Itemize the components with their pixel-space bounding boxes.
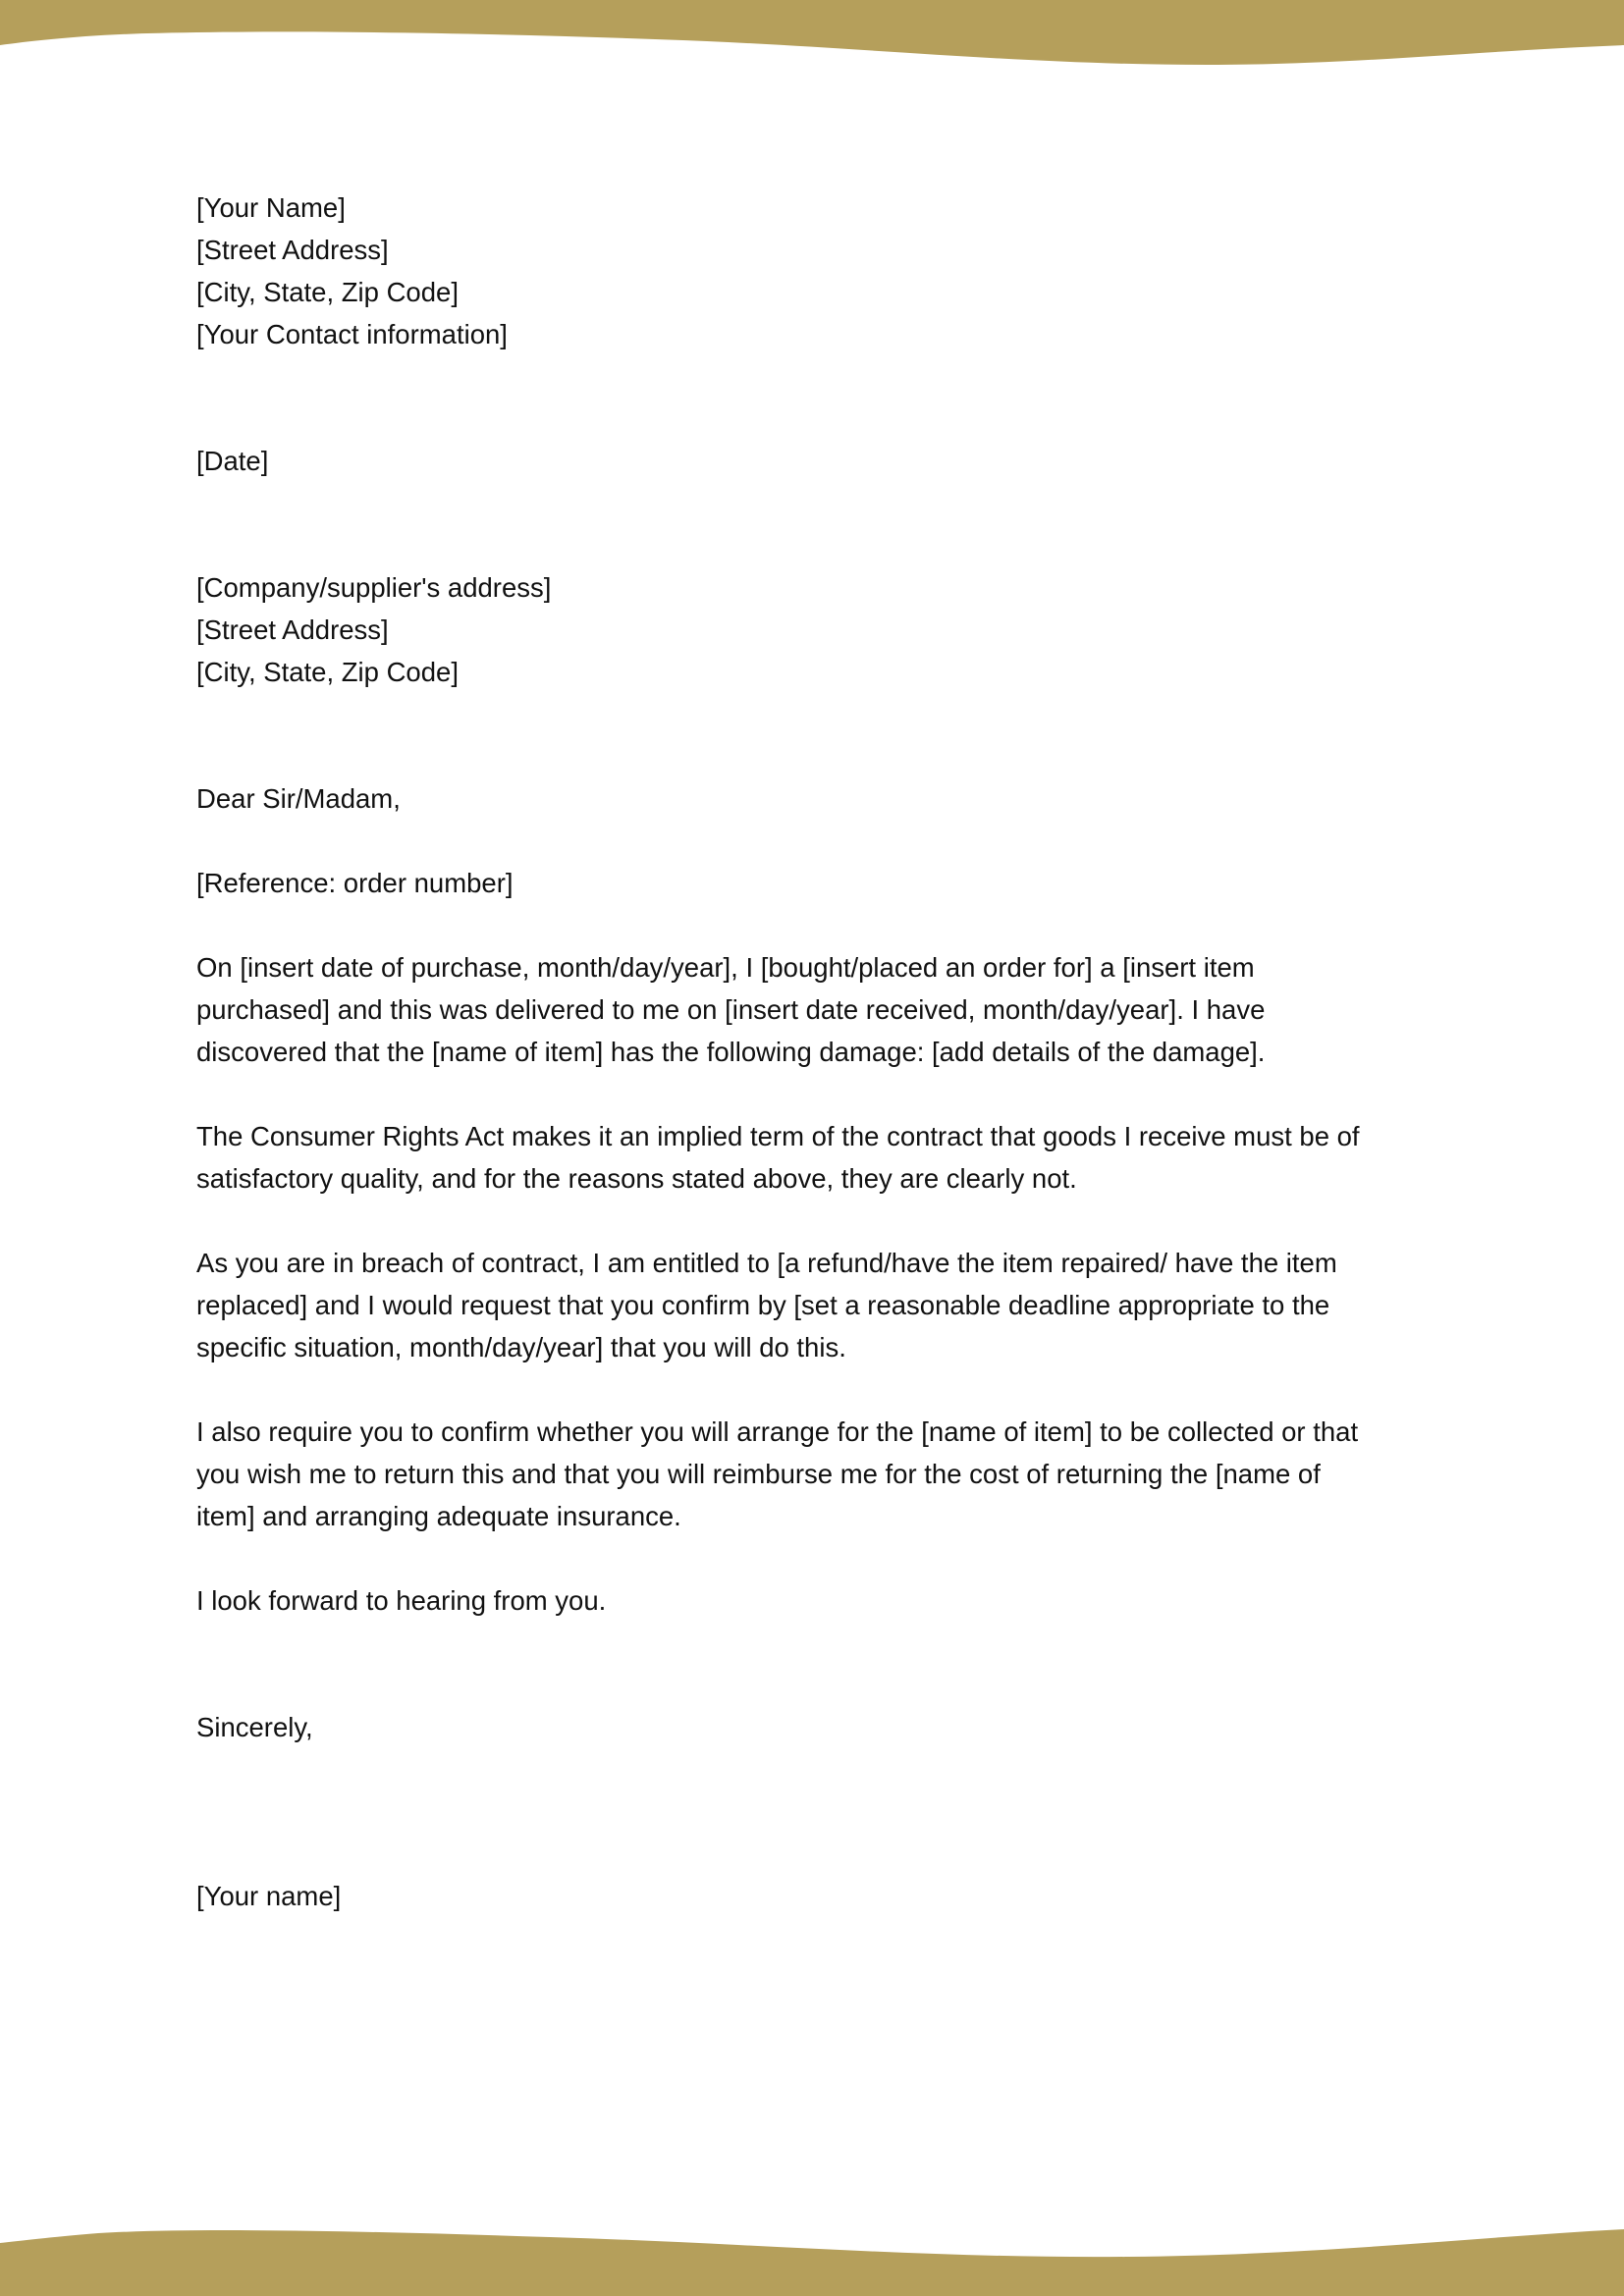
recipient-street: [Street Address] — [196, 614, 389, 645]
footer-wave-shape — [0, 2217, 1624, 2296]
body-paragraph-5: I look forward to hearing from you. — [196, 1585, 607, 1616]
signature-name: [Your name] — [196, 1881, 342, 1911]
recipient-city: [City, State, Zip Code] — [196, 657, 459, 687]
header-decorative-band — [0, 0, 1624, 79]
footer-decorative-band — [0, 2217, 1624, 2296]
recipient-company: [Company/supplier's address] — [196, 572, 552, 603]
body-paragraph-2: The Consumer Rights Act makes it an implied term of the contract that goods I receive must be of satisfactory quality, and for the reasons stated above, they are clearly not. — [196, 1121, 1360, 1194]
reference-line: [Reference: order number] — [196, 868, 514, 898]
body-paragraph-3: As you are in breach of contract, I am entitled to [a refund/have the item repaired/ have the item replaced] and I would request that you confirm by [set a reasonable deadline appropriate to the specific situation, month/day/year] that you will do this. — [196, 1248, 1337, 1362]
letter-content — [196, 187, 1434, 1917]
letter-date: [Date] — [196, 446, 269, 476]
closing: Sincerely, — [196, 1712, 313, 1742]
sender-street: [Street Address] — [196, 235, 389, 265]
sender-contact: [Your Contact information] — [196, 319, 508, 349]
body-paragraph-1: On [insert date of purchase, month/day/year], I [bought/placed an order for] a [insert item purchased] and this was delivered to me on [insert date received, month/day/year]. I have discovered that the [name of item] has the following damage: [add details of the damage]. — [196, 952, 1266, 1067]
body-paragraph-4: I also require you to confirm whether you will arrange for the [name of item] to be collected or that you wish me to return this and that you will reimburse me for the cost of returning the [name of item] and arranging adequate insurance. — [196, 1416, 1359, 1531]
sender-block — [196, 187, 1434, 355]
sender-city: [City, State, Zip Code] — [196, 277, 459, 307]
header-wave-shape — [0, 0, 1624, 79]
sender-name: [Your Name] — [196, 192, 346, 223]
salutation: Dear Sir/Madam, — [196, 783, 401, 814]
recipient-block — [196, 566, 1434, 693]
